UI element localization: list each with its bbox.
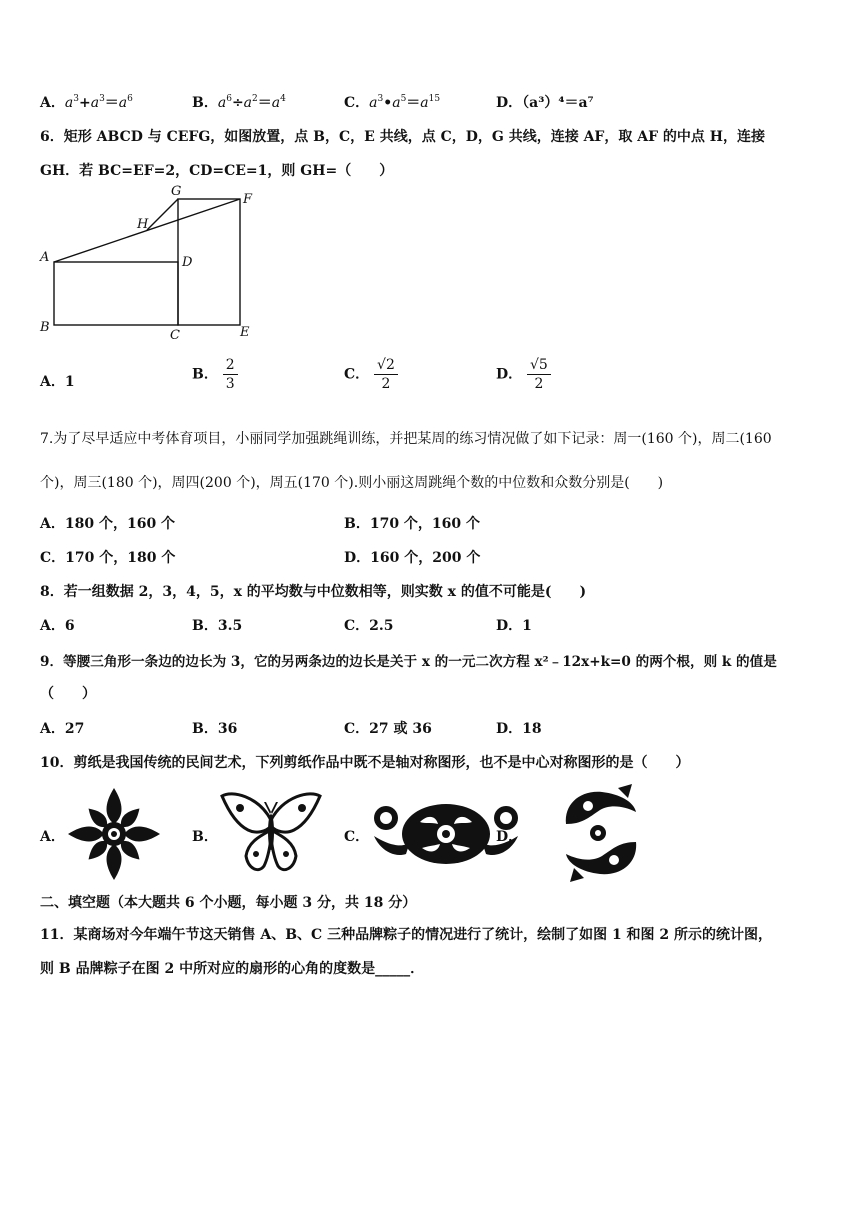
q6-option-d-label: D． — [496, 366, 523, 383]
q9-option-d: D．18 — [496, 721, 542, 737]
q8-option-c: C．2.5 — [344, 618, 394, 634]
label-b: B — [40, 320, 50, 335]
q7-line-2: 个)，周三(180 个)，周四(200 个)，周五(170 个).则小丽这周跳绳个数的中位数和众数分别是( ) — [40, 475, 664, 491]
papercut-flower-image — [64, 786, 164, 882]
q5-option-c-label: C． — [344, 95, 370, 111]
q9-option-b: B．36 — [192, 721, 238, 737]
q5-option-b-label: B． — [192, 95, 218, 111]
papercut-fish-image — [558, 784, 644, 882]
q6-option-a: A．1 — [40, 374, 75, 390]
q6-option-c-denominator: 2 — [381, 376, 391, 392]
q10-option-c-label: C． — [344, 829, 370, 845]
q8-option-b: B．3.5 — [192, 618, 243, 634]
q5-option-a-label: A． — [40, 95, 65, 111]
label-h: H — [137, 217, 149, 232]
q10-option-a-label: A． — [40, 829, 65, 845]
q7-option-b: B．170 个，160 个 — [344, 516, 481, 532]
q9-option-a: A．27 — [40, 721, 85, 737]
papercut-butterfly-image — [218, 790, 324, 878]
label-a: A — [40, 250, 50, 265]
q5-option-a: A．$a^3+a^3=a^6$ — [40, 94, 133, 111]
q6-option-d-denominator: 2 — [534, 376, 544, 392]
q7-option-d: D．160 个，200 个 — [344, 550, 481, 566]
q8-option-a: A．6 — [40, 618, 75, 634]
q5-option-b: B．$a^6\div a^2=a^4$ — [192, 94, 286, 111]
q6-option-b-denominator: 3 — [225, 376, 235, 392]
q6-option-d-numerator: √5 — [527, 356, 551, 375]
q7-option-a: A．180 个，160 个 — [40, 516, 176, 532]
q5-option-d: D．（a³）⁴＝a⁷ — [496, 95, 594, 111]
q6-option-b — [192, 356, 238, 393]
rect-abcd — [54, 262, 178, 325]
q6-option-c-label: C． — [344, 366, 370, 383]
section-2-title: 二、填空题（本大题共 6 个小题，每小题 3 分，共 18 分） — [40, 895, 417, 911]
q9-line-2: （ ） — [40, 686, 96, 702]
q6-option-c-fraction — [374, 356, 398, 393]
q6-option-b-label: B． — [192, 366, 218, 383]
label-c: C — [170, 328, 180, 343]
label-g: G — [171, 184, 182, 199]
q10-option-d-label: D． — [496, 829, 523, 845]
label-d: D — [182, 255, 193, 270]
q6-option-d-fraction — [527, 356, 551, 393]
q6-option-b-numerator: 2 — [223, 356, 238, 375]
q6-line-2: GH．若 BC=EF=2，CD=CE=1，则 GH=（ ） — [40, 163, 394, 179]
q11-line-2: 则 B 品牌粽子在图 2 中所对应的扇形的心角的度数是_____． — [40, 961, 425, 977]
q6-line-1: 6．矩形 ABCD 与 CEFG，如图放置，点 B，C，E 共线，点 C，D，G 共线，连接 AF，取 AF 的中点 H，连接 — [40, 129, 766, 145]
q9-option-c: C．27 或 36 — [344, 721, 432, 737]
label-e: E — [240, 325, 250, 340]
q6-option-d — [496, 356, 551, 393]
label-f: F — [243, 192, 253, 207]
q6-geometry-figure — [36, 183, 266, 343]
q5-option-c: C．$a^3•a^5=a^{15}$ — [344, 94, 441, 111]
q8-option-d: D．1 — [496, 618, 532, 634]
q6-option-b-fraction — [223, 356, 238, 393]
q6-option-c — [344, 356, 398, 393]
q7-option-c: C．170 个，180 个 — [40, 550, 176, 566]
q6-option-c-numerator: √2 — [374, 356, 398, 375]
q10-line: 10．剪纸是我国传统的民间艺术，下列剪纸作品中既不是轴对称图形，也不是中心对称图形的是（ ） — [40, 755, 690, 771]
q8-line: 8．若一组数据 2，3，4，5，x 的平均数与中位数相等，则实数 x 的值不可能是( ) — [40, 584, 587, 600]
q10-option-b-label: B． — [192, 829, 218, 845]
q9-line-1: 9．等腰三角形一条边的边长为 3，它的另两条边的边长是关于 x 的一元二次方程 x²﹣12x+k=0 的两个根，则 k 的值是 — [40, 654, 777, 670]
q11-line-1: 11．某商场对今年端午节这天销售 A、B、C 三种品牌粽子的情况进行了统计，绘制了如图 1 和图 2 所示的统计图， — [40, 927, 773, 943]
q7-line-1: 7.为了尽早适应中考体育项目，小丽同学加强跳绳训练，并把某周的练习情况做了如下记录：周一(160 个)，周二(160 — [40, 431, 772, 447]
